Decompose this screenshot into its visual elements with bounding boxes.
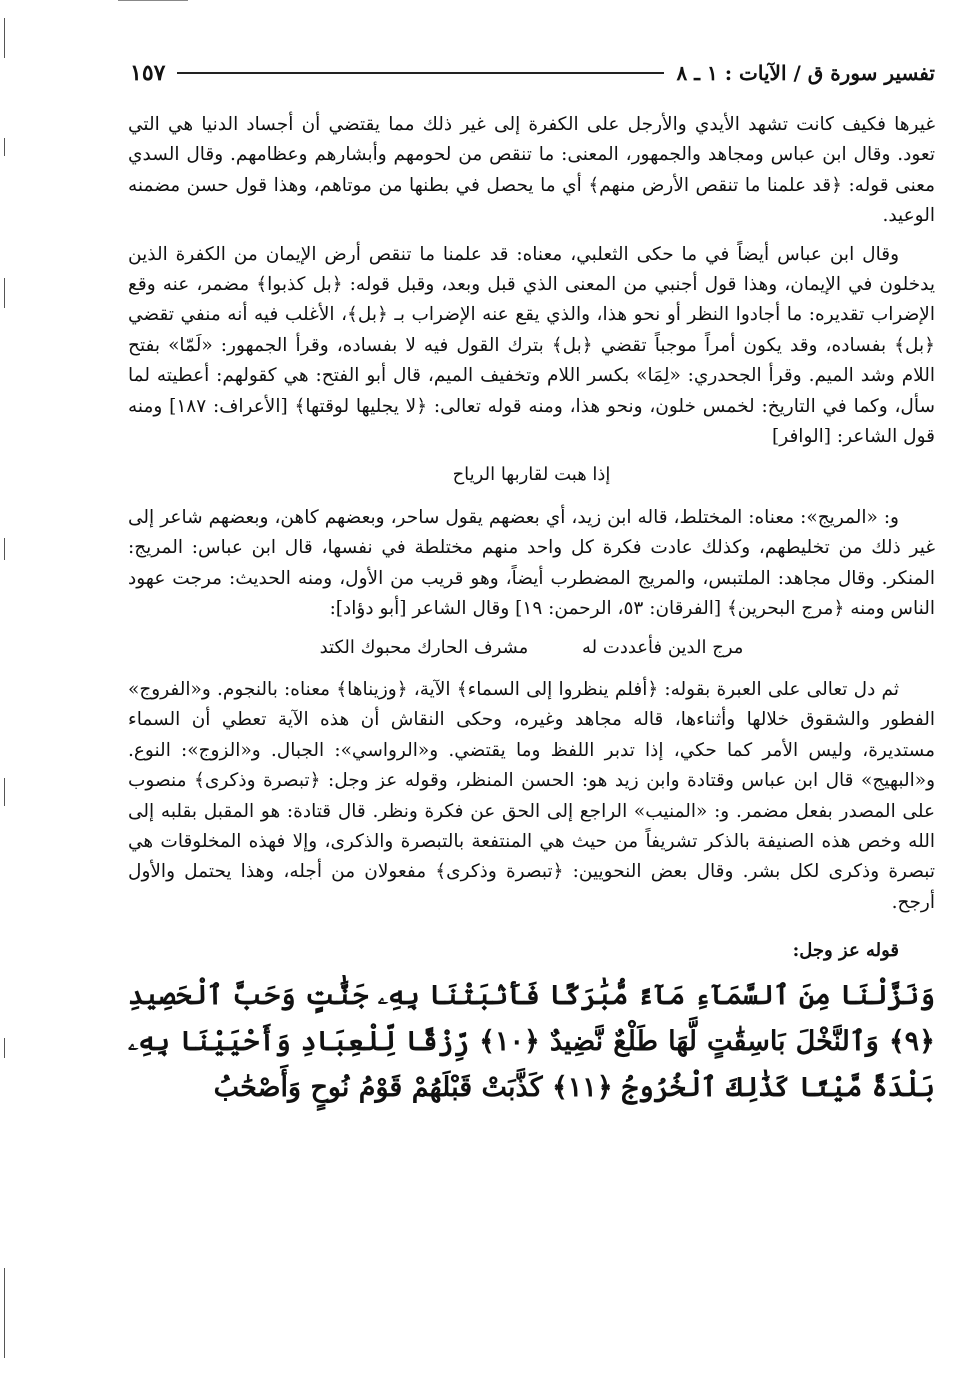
scan-artifact [118, 0, 188, 7]
verse-hemistich: إذا هبت لقاربها الرياح [452, 464, 611, 486]
paragraph-3: و: «المريج»: معناه: المختلط، قاله ابن زيد، أي بعضهم يقول ساحر، وبعضهم كاهن، وبعضهم شاعر إلى غير ذلك من تخليطهم، وكذلك عادت فكرة كل واحد منهم مختلطة في نفسها، قال ابن عباس: المريج: المنكر. وقال مجاهد: الملتبس، والمريج المضطرب أيضاً، وهو قريب من الأول، ومنه الحديث: مرجت عهود الناس ومنه ﴿مرج البحرين﴾ [الفرقان: ٥٣، الرحمن: ١٩] وقال الشاعر [أبو دؤاد]: [128, 506, 935, 620]
paragraph-1: غيرها فكيف كانت تشهد الأيدي والأرجل على الكفرة إلى غير ذلك مما يقتضي أن أجساد الدنيا هي التي تعود. وقال ابن عباس ومجاهد والجمهور، المعنى: ما تنقص من لحومهم وأبشارهم وعظامهم. وقال السدي معنى قوله: ﴿قد علمنا ما تنقص الأرض منهم﴾ أي ما يحصل في بطنها من موتاهم، وهذا قول حسن مضمنه الوعيد. [128, 114, 935, 227]
page-header [130, 58, 935, 88]
quran-verses: وَنَزَّلْنَا مِنَ ٱلسَّمَآءِ مَآءً مُّبَٰرَكًا فَأَنۢبَتْنَا بِهِۦ جَنَّٰتٍ وَحَبَّ ٱلْحَصِيدِ ﴿٩﴾ وَٱلنَّخْلَ بَاسِقَٰتٍ لَّهَا طَلْعٌ نَّضِيدٌ ﴿١٠﴾ رِّزْقًا لِّلْعِبَادِ وَأَحْيَيْنَا بِهِۦ بَلْدَةً مَّيْتًا كَذَٰلِكَ ٱلْخُرُوجُ ﴿١١﴾ كَذَّبَتْ قَبْلَهُمْ قَوْمُ نُوحٍ وَأَصْحَٰبُ [128, 979, 935, 1103]
verse-hemistich-first: مرج الدين فأعددت له [582, 636, 744, 658]
verse-hemistich-second: مشرف الحارك محبوك الكتد [319, 636, 529, 658]
running-title: تفسير سورة ق / الآيات : ١ ـ ٨ [676, 61, 935, 85]
page-number: ١٥٧ [130, 60, 166, 86]
paragraph-4: ثم دل تعالى على العبرة بقوله: ﴿أفلم ينظروا إلى السماء﴾ الآية، ﴿وزيناها﴾ معناه: بالنجوم. و«الفروج» الفطور والشقوق خلالها وأثناءها، قاله مجاهد وغيره، وحكى النقاش أن هذه الآية تعطي أن السماء مستديرة، وليس الأمر كما حكي، إذا تدبر اللفظ وما يقتضي. و«الرواسي»: الجبال. و«الزوج»: النوع. و«البهيج» قال ابن عباس وقتادة وابن زيد هو: الحسن المنظر، وقوله عز وجل: ﴿تبصرة وذكرى﴾ منصوب على المصدر بفعل مضمر. و: «المنيب» الراجع إلى الحق عن فكرة ونظر. قال قتادة: هو المقبل بقلبه إلى الله وخص هذه الصنيفة بالذكر تشريفاً من حيث هي المنتفعة بالتبصرة والذكرى، وإلا فهذه المخلوقات هي تبصرة وذكرى لكل بشر. وقال بعض النحويين: ﴿تبصرة وذكرى﴾ مفعولان من أجله، وهذا يحتمل والأول أرجح. [128, 678, 935, 913]
quran-intro-label: قوله عز وجل: [792, 940, 899, 962]
poetry-verse-1 [128, 460, 935, 490]
scan-edge-marks [4, 18, 12, 1388]
poetry-verse-2 [128, 633, 935, 663]
page-body [128, 110, 935, 1138]
paragraph-2: وقال ابن عباس أيضاً في ما حكى الثعلبي، معناه: قد علمنا ما تنقص أرض الإيمان من الكفرة الذين يدخلون في الإيمان، وهذا قول أجنبي من المعنى الذي قبل وبعد، وقبل قوله: ﴿بل كذبوا﴾ مضمر، عنه وقع الإضراب تقديره: ما أجادوا النظر أو نحو هذا، والذي يقع عنه الإضراب بـ ﴿بل﴾، الأغلب فيه أنه منفي تقضي ﴿بل﴾ بفساده، وقد يكون أمراً موجباً تقضي ﴿بل﴾ بترك القول فيه لا بفساده، وقرأ الجمهور: «لَمّا» بفتح اللام وشد الميم. وقرأ الجحدري: «لِمَا» بكسر اللام وتخفيف الميم، قال أبو الفتح: هي كقولهم: أعطيته لما سأل، وكما في التاريخ: لخمس خلون، ونحو هذا، ومنه قوله تعالى: ﴿لا يجليها لوقتها﴾ [الأعراف: ١٨٧] ومنه قول الشاعر: [الوافر] [128, 243, 935, 448]
header-rule [177, 72, 664, 74]
